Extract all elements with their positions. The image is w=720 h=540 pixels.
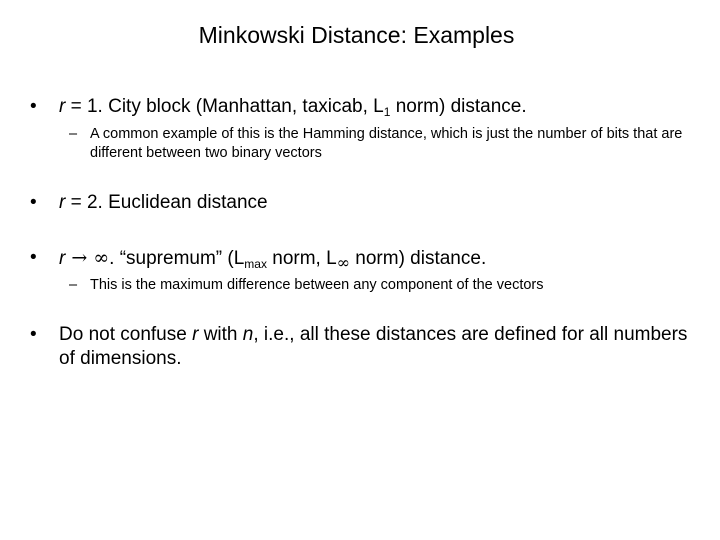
subscript-1: 1 bbox=[383, 105, 391, 119]
bullet-marker: • bbox=[30, 192, 37, 213]
bullet-text-part1: Do not confuse bbox=[59, 324, 193, 345]
bullet-text-body: = 2. Euclidean distance bbox=[65, 192, 268, 213]
bullet-text-part3: , i.e., all these distances are defined for all numbers of dimensions. bbox=[59, 324, 688, 369]
subscript-max: max bbox=[244, 257, 267, 271]
subbullet-text: A common example of this is the Hamming distance, which is just the number of bits that are different between two binary vectors bbox=[90, 126, 683, 161]
variable-n: n bbox=[242, 324, 254, 345]
variable-r: r bbox=[192, 324, 199, 345]
bullet-text-part2: with bbox=[198, 324, 243, 345]
bullet-text-part1: . “supremum” (L bbox=[109, 248, 245, 269]
arrow-infinity-symbol: → ∞ bbox=[65, 247, 110, 269]
bullet-marker: • bbox=[30, 96, 37, 117]
subbullet-marker: – bbox=[69, 277, 78, 293]
bullet-text bbox=[59, 191, 268, 215]
subbullet-text: This is the maximum difference between any component of the vectors bbox=[90, 277, 544, 293]
bullet-marker: • bbox=[30, 324, 37, 345]
bullet-text bbox=[59, 95, 527, 119]
bullet-text bbox=[59, 323, 699, 371]
subbullet-marker: – bbox=[69, 126, 78, 142]
slide-title: Minkowski Distance: Examples bbox=[198, 22, 515, 48]
bullet-text bbox=[59, 246, 486, 271]
bullet-text-part2: norm, L bbox=[266, 248, 337, 269]
variable-r: r bbox=[59, 248, 66, 269]
subscript-infinity: ∞ bbox=[336, 253, 350, 272]
bullet-text-part3: norm) distance. bbox=[350, 248, 487, 269]
variable-r: r bbox=[59, 192, 66, 213]
variable-r: r bbox=[59, 96, 66, 117]
bullet-text-tail: norm) distance. bbox=[390, 96, 527, 117]
bullet-marker: • bbox=[30, 247, 37, 268]
bullet-text-eq: = 1. City block (Manhattan, taxicab, L bbox=[65, 96, 384, 117]
